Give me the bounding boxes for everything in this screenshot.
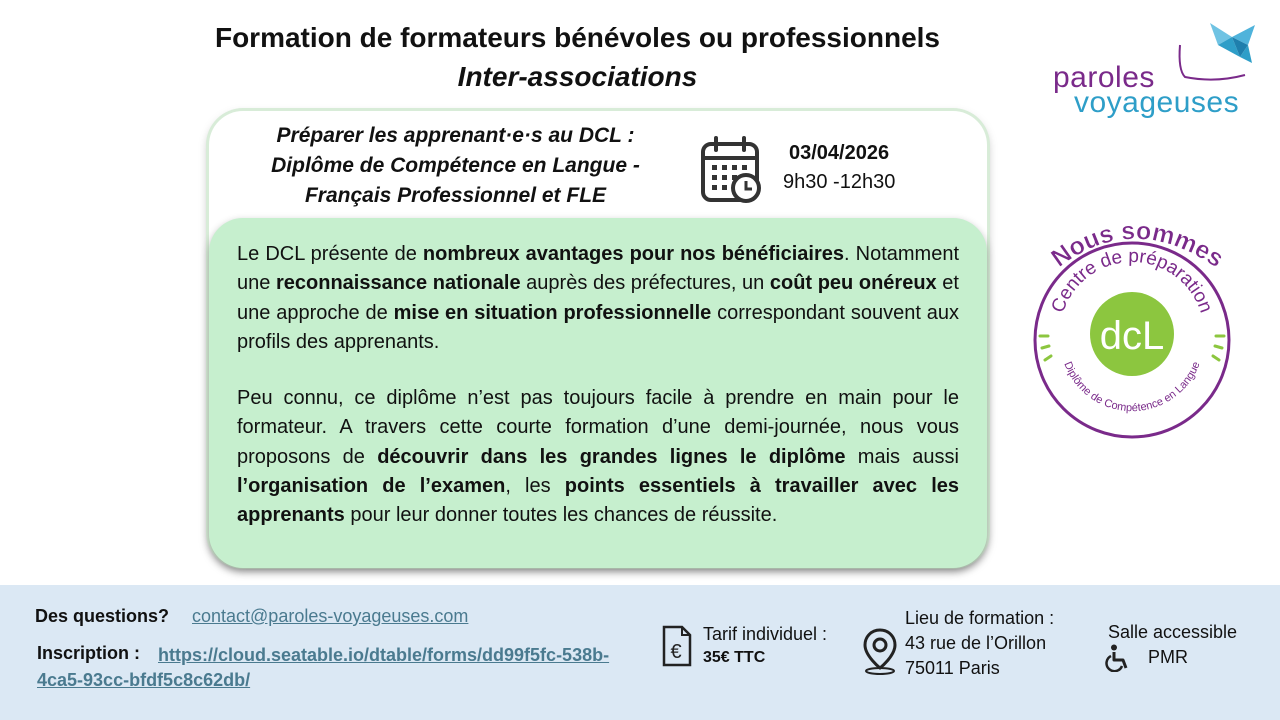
- bird-logo-icon: [1170, 15, 1265, 95]
- training-time: 9h30 -12h30: [783, 171, 896, 193]
- text-bold: coût peu onéreux: [769, 272, 937, 295]
- text-bold: points essentiels à travailler avec les apprenants: [237, 474, 959, 527]
- text-bold: nombreux avantages pour nos bénéficiaires: [422, 243, 844, 265]
- svg-text:€: €: [670, 641, 682, 663]
- wheelchair-icon: [1105, 644, 1133, 672]
- questions-label: Des questions?: [35, 606, 170, 626]
- location-pin-icon: [862, 627, 898, 675]
- page-subtitle: Inter-associations: [457, 61, 698, 92]
- text-run: et une approche de: [237, 272, 959, 324]
- card-title: [228, 121, 683, 211]
- badge-center-text: dcL: [1099, 314, 1165, 358]
- text-run: pour leur donner toutes les chances de réussite.: [344, 504, 778, 527]
- lieu-label: Lieu de formation :: [905, 608, 1055, 628]
- text-bold: l’organisation de l’examen: [237, 474, 506, 497]
- lieu-address-line: 75011 Paris: [905, 658, 1000, 678]
- training-date: 03/04/2026: [789, 142, 890, 164]
- text-run: , les: [505, 474, 565, 497]
- logo-word-voyageuses: voyageuses: [1074, 86, 1240, 119]
- text-run: correspondant souvent aux profils des apprenants.: [237, 301, 960, 353]
- text-bold: découvrir dans les grandes lignes le diplôme: [377, 445, 846, 468]
- description-paragraph-2: [237, 384, 959, 530]
- text-run: auprès des préfectures, un: [520, 272, 770, 295]
- card-title-line: Français Professionnel et FLE: [304, 184, 607, 207]
- dcl-preparation-badge: [1032, 214, 1232, 439]
- euro-document-icon: [662, 625, 692, 667]
- text-run: mais aussi: [845, 445, 959, 468]
- tarif-label: Tarif individuel :: [703, 624, 828, 644]
- salle-label: Salle accessible: [1108, 622, 1238, 642]
- text-run: Peu connu, ce diplôme n’est pas toujours facile à prendre en main pour le formateur. A travers cette courte formation d’une demi-journée, nous vous proposons de: [237, 387, 959, 468]
- description-paragraph-1: [237, 240, 959, 357]
- paroles-voyageuses-logo: [1050, 15, 1260, 119]
- card-title-line: Préparer les apprenant·e·s au DCL :: [276, 124, 635, 147]
- logo-word-paroles: paroles: [1053, 61, 1155, 94]
- badge-ring-top-text: Centre de préparation: [1047, 245, 1217, 316]
- lieu-block: [905, 606, 1054, 681]
- text-run: . Notamment une: [237, 243, 960, 295]
- inscription-link[interactable]: https://cloud.seatable.io/dtable/forms/dd99f5fc-538b-4ca5-93cc-bfdf5c8c62db/: [37, 645, 610, 690]
- text-bold: reconnaissance nationale: [275, 272, 521, 295]
- card-title-line: Diplôme de Compétence en Langue -: [271, 154, 640, 177]
- page-title: Formation de formateurs bénévoles ou professionnels: [214, 22, 941, 53]
- calendar-clock-icon: [700, 136, 766, 206]
- text-run: Le DCL présente de: [237, 243, 423, 265]
- badge-ring-bottom-text: Diplôme de Compétence en Langue: [1061, 360, 1203, 415]
- tarif-value: 35€ TTC: [703, 649, 766, 666]
- badge-top-text: Nous sommes: [1046, 216, 1229, 274]
- contact-email-link[interactable]: contact@paroles-voyageuses.com: [192, 606, 469, 626]
- text-bold: mise en situation professionnelle: [393, 301, 712, 324]
- inscription-label: Inscription :: [37, 643, 140, 663]
- lieu-address-line: 43 rue de l’Orillon: [905, 633, 1047, 653]
- pmr-label: PMR: [1148, 647, 1188, 667]
